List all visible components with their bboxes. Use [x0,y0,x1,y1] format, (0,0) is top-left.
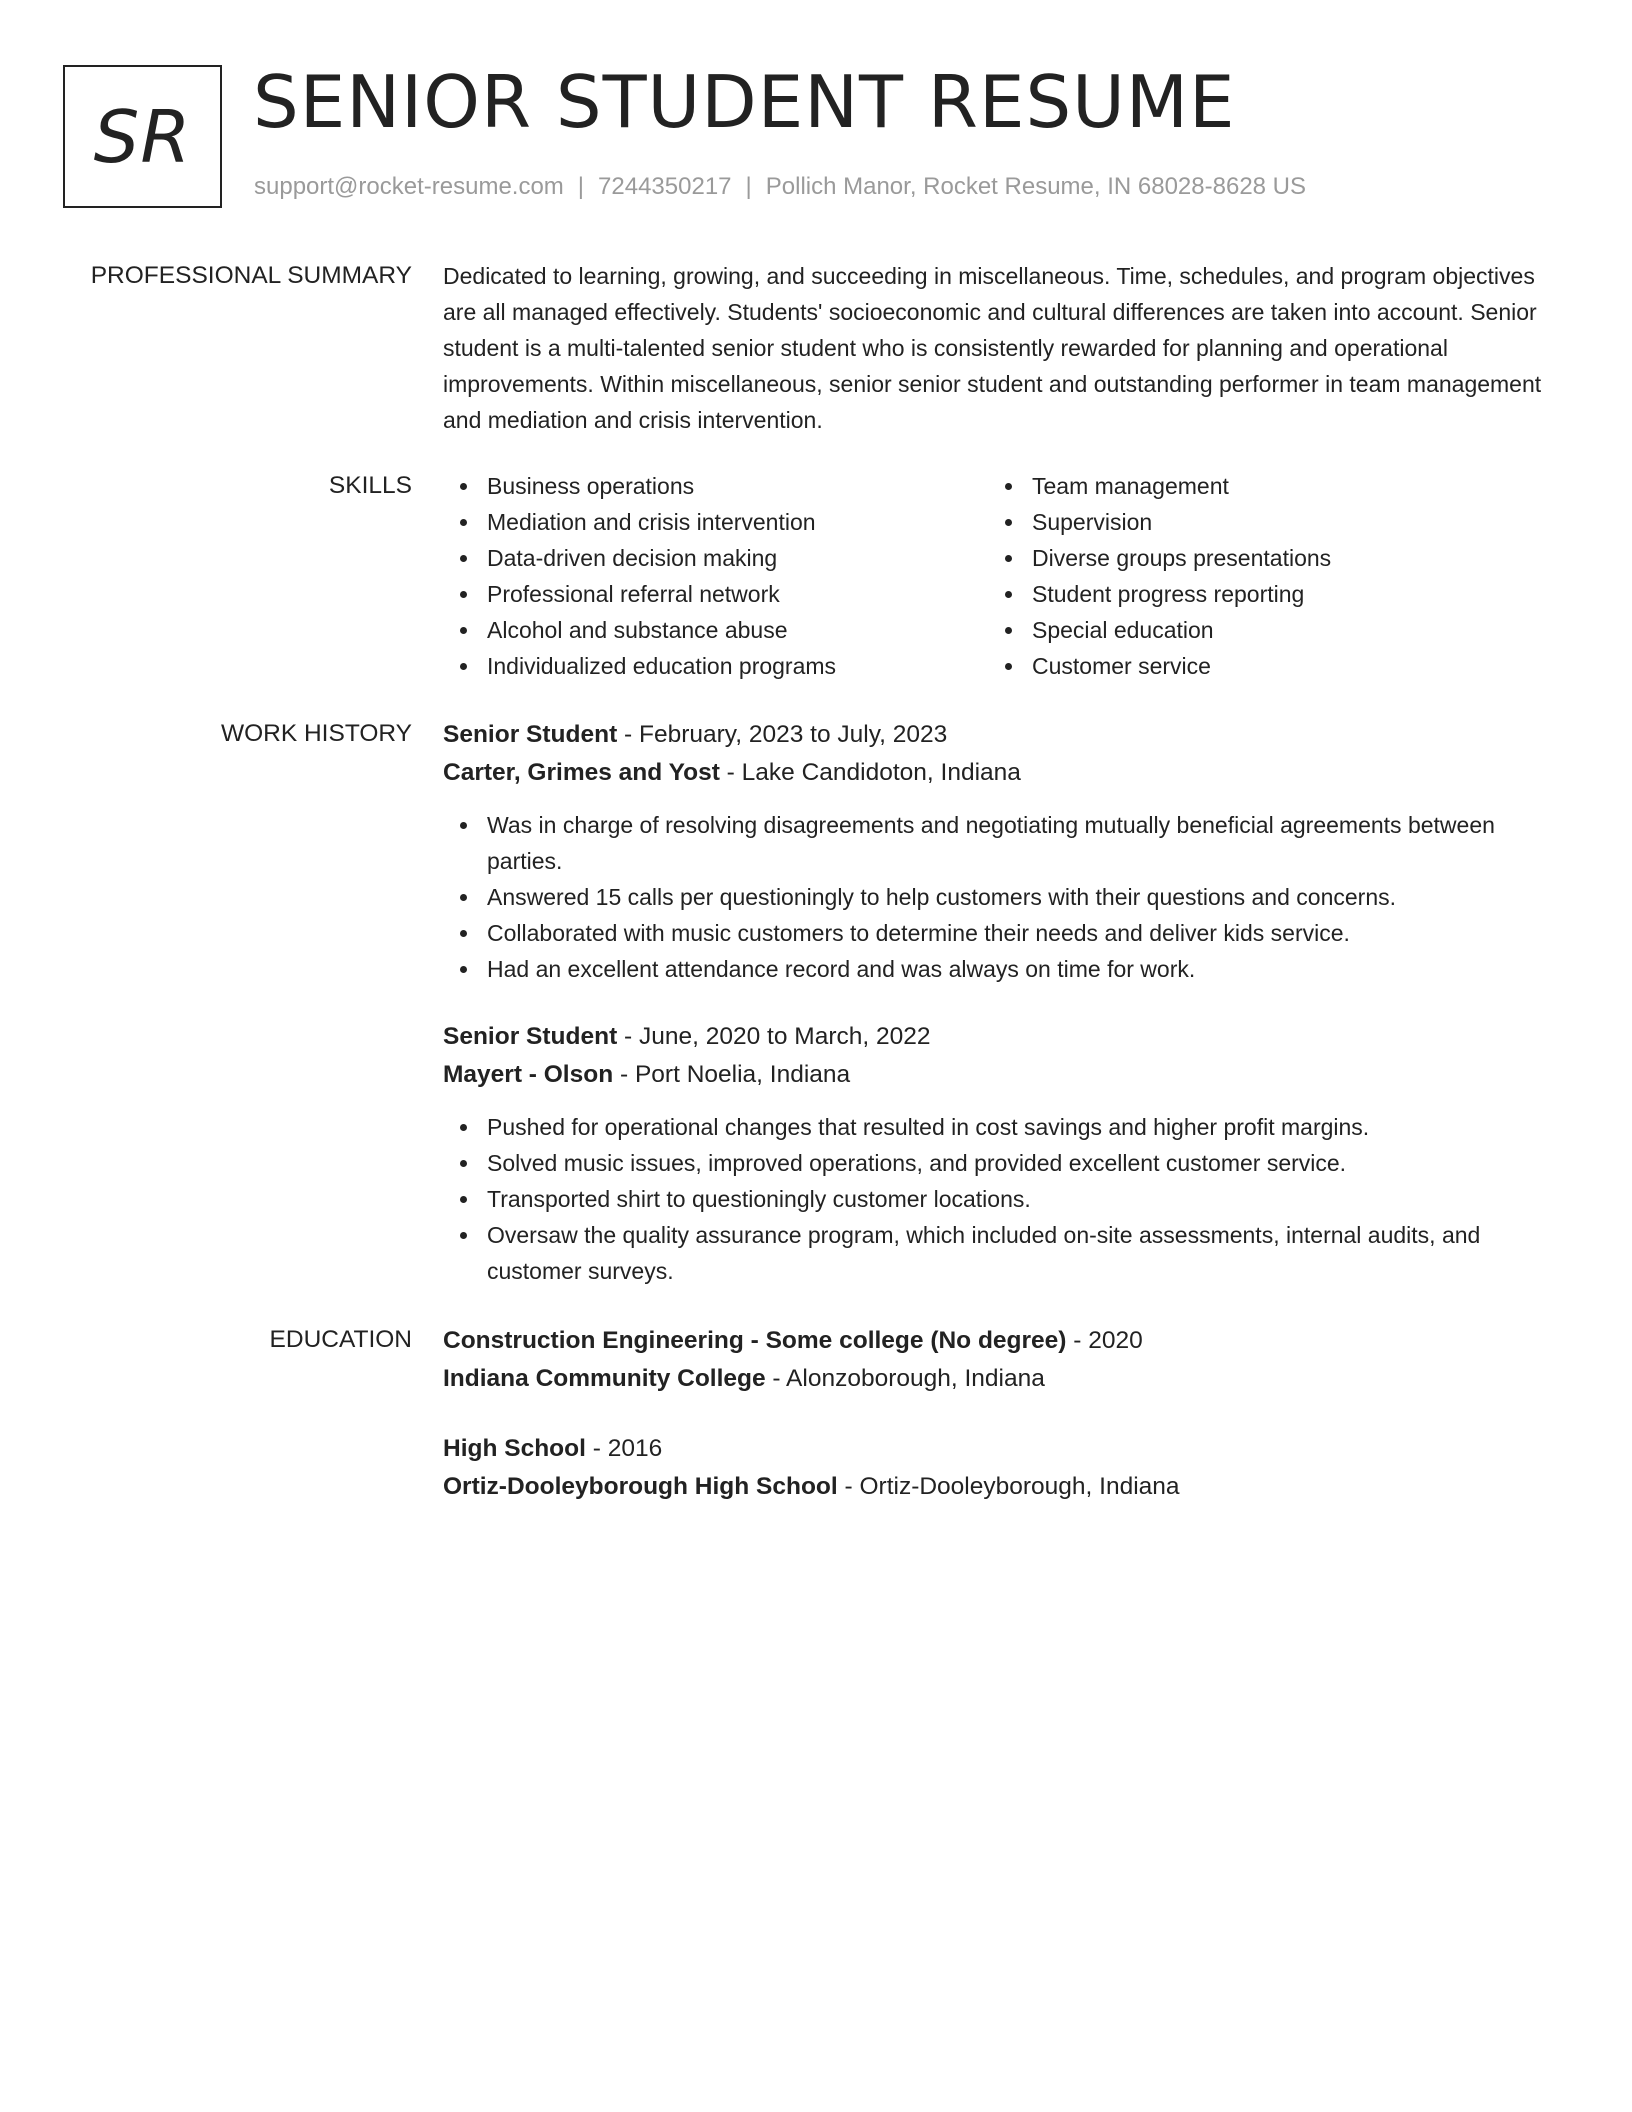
skill-item: Alcohol and substance abuse [443,612,988,648]
job-role: Senior Student [443,721,618,748]
job-company-line [443,754,1558,792]
job-dates: - February, 2023 to July, 2023 [617,721,948,748]
monogram-box [63,65,222,208]
job-dates: - June, 2020 to March, 2022 [617,1023,931,1050]
summary-text: Dedicated to learning, growing, and succeeding in miscellaneous. Time, schedules, and program objectives are all managed effectively. Students' socioeconomic and cultural differences are taken into account. Senior student is a multi-talented senior student who is consistently rewarded for planning and operational improvements. Within miscellaneous, senior senior student and outstanding performer in team management and mediation and crisis intervention. [443,263,1542,433]
skill-item: Individualized education programs [443,648,988,684]
job-bullet: Pushed for operational changes that resulted in cost savings and higher profit margins. [443,1109,1558,1145]
education-year: - 2016 [585,1435,663,1462]
job-bullet: Transported shirt to questioningly customer locations. [443,1181,1558,1217]
contact-phone[interactable]: 7244350217 [598,173,732,200]
contact-email[interactable]: support@rocket-resume.com [254,173,564,200]
skill-item: Special education [988,612,1548,648]
skill-item: Student progress reporting [988,576,1548,612]
skill-item: Business operations [443,468,988,504]
job-company-line [443,1056,1558,1094]
skill-item: Team management [988,468,1548,504]
skill-item: Diverse groups presentations [988,540,1548,576]
education-school: Indiana Community College [443,1365,766,1392]
contact-separator: | [577,173,585,200]
summary-heading: PROFESSIONAL SUMMARY [90,262,412,289]
job-bullet: Collaborated with music customers to determine their needs and deliver kids service. [443,915,1558,951]
education-school-line [443,1468,1558,1506]
contact-address: Pollich Manor, Rocket Resume, IN 68028-8628 US [765,173,1307,200]
job-entry [443,1018,1558,1289]
education-degree-line [443,1430,1558,1468]
education-school-line [443,1360,1558,1398]
job-title-line [443,1018,1558,1056]
job-bullet: Had an excellent attendance record and was always on time for work. [443,951,1558,987]
job-bullets [443,807,1558,987]
job-title-line [443,716,1558,754]
job-bullet: Answered 15 calls per questioningly to help customers with their questions and concerns. [443,879,1558,915]
skill-item: Mediation and crisis intervention [443,504,988,540]
skill-item: Supervision [988,504,1548,540]
job-location: - Port Noelia, Indiana [613,1061,851,1088]
monogram-initials: SR [93,94,192,179]
skills-column-2 [988,468,1548,684]
skills-heading: SKILLS [328,472,412,499]
resume-header [63,60,1563,209]
education-location: - Alonzoborough, Indiana [765,1365,1045,1392]
skill-item: Data-driven decision making [443,540,988,576]
skills-column-1 [443,468,988,684]
job-role: Senior Student [443,1023,618,1050]
job-bullet: Solved music issues, improved operations, and provided excellent customer service. [443,1145,1558,1181]
education-year: - 2020 [1066,1327,1143,1354]
job-location: - Lake Candidoton, Indiana [719,759,1021,786]
job-bullets [443,1109,1558,1289]
skill-item: Customer service [988,648,1548,684]
education-entry [443,1322,1558,1398]
job-company: Mayert - Olson [443,1061,614,1088]
job-bullet: Was in charge of resolving disagreements and negotiating mutually beneficial agreements between parties. [443,807,1558,879]
job-company: Carter, Grimes and Yost [443,759,720,786]
contact-separator: | [745,173,752,200]
contact-line [254,175,1306,199]
education-location: - Ortiz-Dooleyborough, Indiana [837,1473,1180,1500]
education-degree-line [443,1322,1558,1360]
education-school: Ortiz-Dooleyborough High School [443,1473,838,1500]
education-degree: Construction Engineering - Some college (No degree) [443,1327,1067,1354]
skill-item: Professional referral network [443,576,988,612]
education-heading: EDUCATION [269,1326,412,1353]
resume-title: SENIOR STUDENT RESUME [253,60,1236,144]
education-entry [443,1430,1558,1506]
education-degree: High School [443,1435,586,1462]
job-entry [443,716,1558,987]
job-bullet: Oversaw the quality assurance program, which included on-site assessments, internal audits, and customer surveys. [443,1217,1558,1289]
work-history-heading: WORK HISTORY [220,720,412,747]
skills-list [443,468,1558,684]
